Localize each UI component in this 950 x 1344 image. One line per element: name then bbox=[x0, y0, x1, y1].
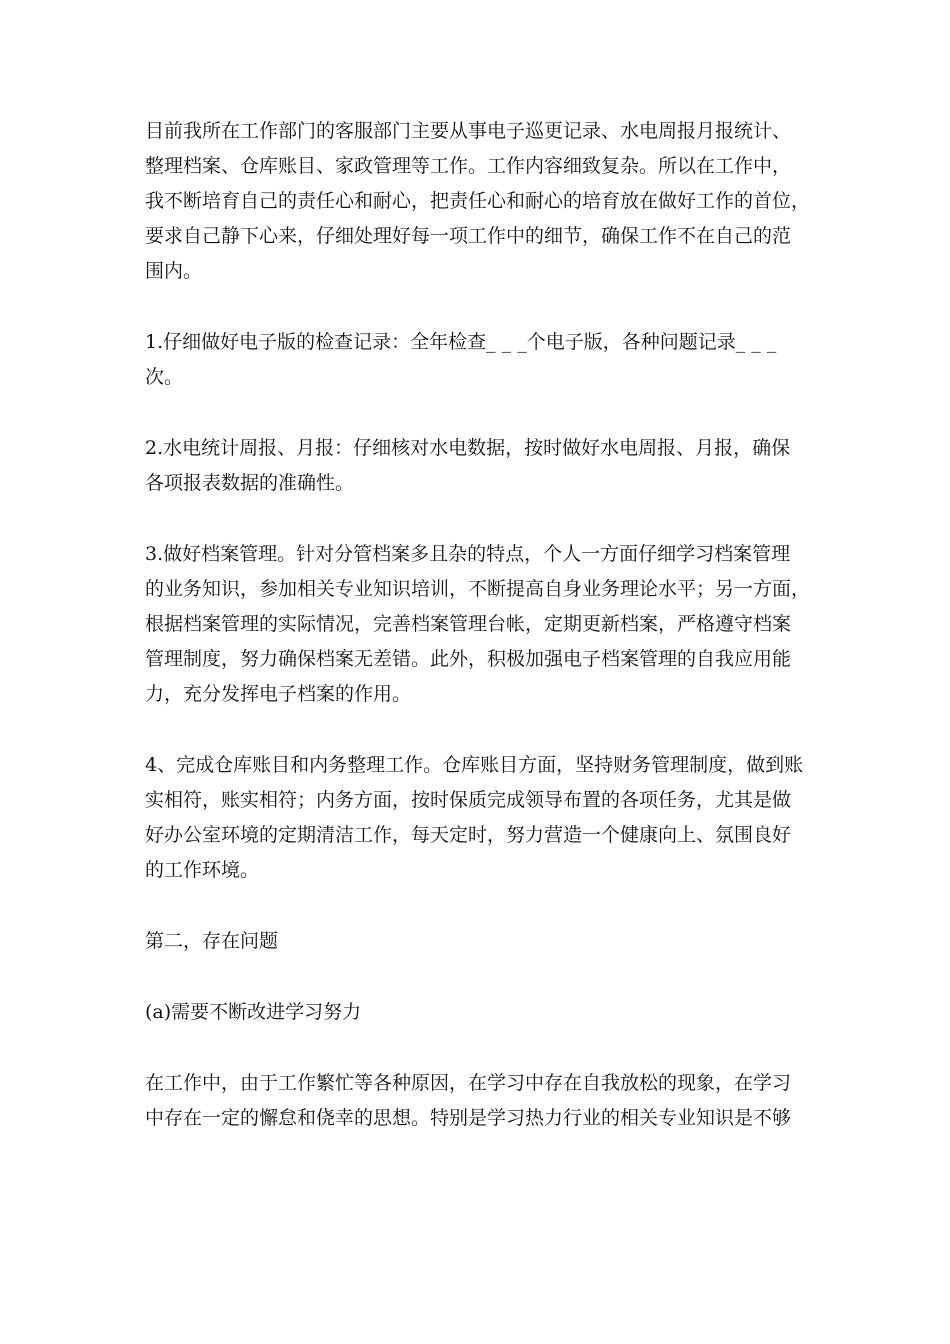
text-line: 3.做好档案管理。针对分管档案多且杂的特点，个人一方面仔细学习档案管理 bbox=[145, 543, 791, 565]
text-line: 好办公室环境的定期清洁工作，每天定时，努力营造一个健康向上、氛围良好 bbox=[145, 824, 792, 846]
document-body bbox=[145, 114, 811, 1172]
paragraph-item-2 bbox=[145, 431, 805, 501]
text-line: 管理制度，努力确保档案无差错。此外，积极加强电子档案管理的自我应用能 bbox=[145, 648, 792, 670]
text-line: 1.仔细做好电子版的检查记录：全年检查_ _ _个电子版，各种问题记录_ _ _ bbox=[145, 331, 777, 353]
text-line: 力，充分发挥电子档案的作用。 bbox=[145, 683, 412, 705]
section-heading bbox=[145, 924, 805, 959]
text-line: 4、完成仓库账目和内务整理工作。仓库账目方面，坚持财务管理制度，做到账 bbox=[145, 754, 804, 776]
text-line: 的业务知识，参加相关专业知识培训，不断提高自身业务理论水平；另一方面， bbox=[145, 578, 811, 600]
text-line: 根据档案管理的实际情况，完善档案管理台帐，定期更新档案，严格遵守档案 bbox=[145, 613, 792, 635]
text-line: 各项报表数据的准确性。 bbox=[145, 472, 355, 494]
paragraph-problem bbox=[145, 1066, 805, 1136]
text-line: 2.水电统计周报、月报：仔细核对水电数据，按时做好水电周报、月报，确保 bbox=[145, 437, 791, 459]
text-line: 实相符，账实相符；内务方面，按时保质完成领导布置的各项任务，尤其是做 bbox=[145, 789, 792, 811]
subsection-heading bbox=[145, 995, 805, 1030]
text-line: 的工作环境。 bbox=[145, 859, 260, 881]
text-line: 整理档案、仓库账目、家政管理等工作。工作内容细致复杂。所以在工作中， bbox=[145, 155, 792, 177]
text-line: 围内。 bbox=[145, 260, 203, 282]
text-line: (a)需要不断改进学习努力 bbox=[145, 1001, 362, 1023]
paragraph-intro bbox=[145, 114, 811, 289]
text-line: 目前我所在工作部门的客服部门主要从事电子巡更记录、水电周报月报统计、 bbox=[145, 120, 792, 142]
text-line: 第二，存在问题 bbox=[145, 930, 279, 952]
text-line: 我不断培育自己的责任心和耐心，把责任心和耐心的培育放在做好工作的首位， bbox=[145, 190, 811, 212]
text-line: 中存在一定的懈怠和侥幸的思想。特别是学习热力行业的相关专业知识是不够 bbox=[145, 1107, 792, 1129]
text-line: 要求自己静下心来，仔细处理好每一项工作中的细节，确保工作不在自己的范 bbox=[145, 225, 792, 247]
paragraph-item-4 bbox=[145, 748, 805, 888]
text-line: 次。 bbox=[145, 366, 184, 388]
paragraph-item-3 bbox=[145, 537, 811, 712]
text-line: 在工作中，由于工作繁忙等各种原因，在学习中存在自我放松的现象，在学习 bbox=[145, 1072, 792, 1094]
paragraph-item-1 bbox=[145, 325, 805, 395]
